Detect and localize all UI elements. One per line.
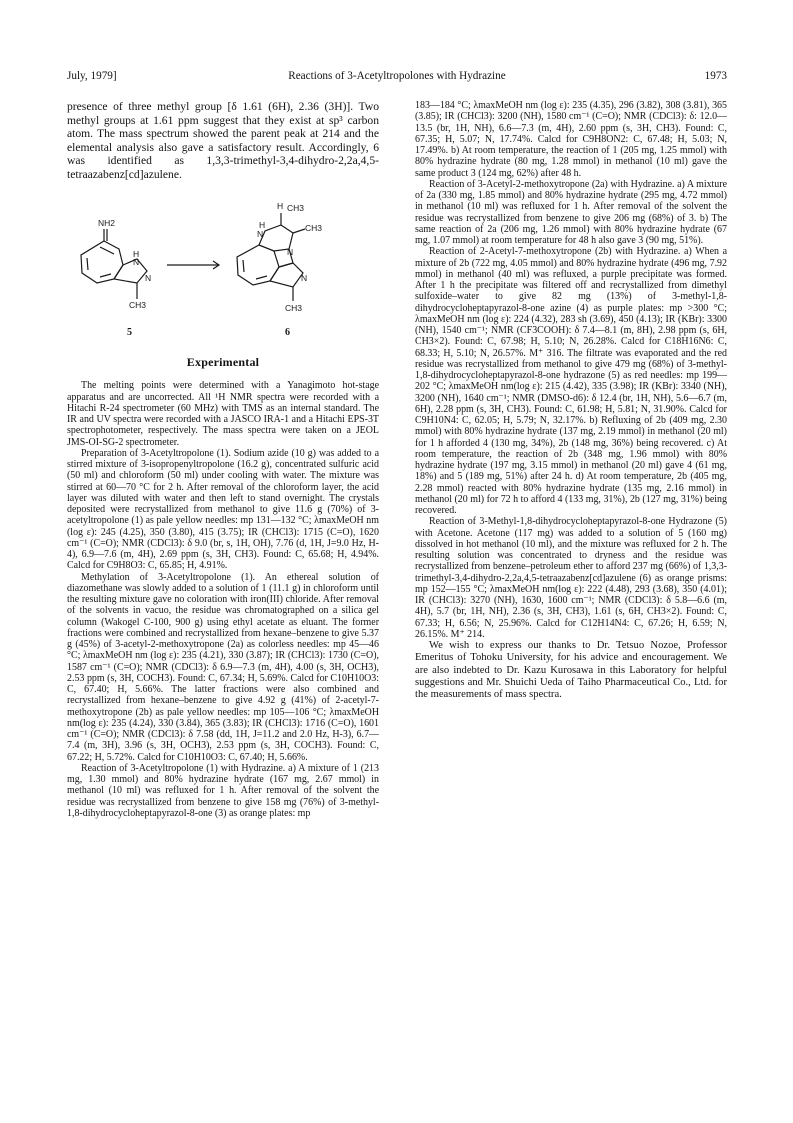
methods-paragraph: The melting points were determined with a Yanagimoto hot-stage apparatus and are uncorrected. All ¹H NMR spectra were recorded with a Hitachi R-24 spectrometer (60 MHz) with TMS as an internal standard. The IR and UV spectra were recorded with a JASCO IRA-1 and a Hitachi EPS-3T spectrophotometer, respectively. The mass spectra were taken on a JEOL JMS-OI-SG-2 spectrometer. <box>67 380 379 448</box>
n-label-6c: N <box>301 273 308 283</box>
pyrazole-ring-6 <box>270 263 303 287</box>
reaction-acetone-paragraph: Reaction of 3-Methyl-1,8-dihydrocycloheptapyrazol-8-one Hydrazone (5) with Acetone. Acetone (117 mg) was added to a solution of 5 (160 mg) dissolved in hot methanol (10 ml), and the mixture was refluxed for 2 h. The resulting solution was concentrated to dryness and the residue was recrystallized from benzene–petroleum ether to afford 237 mg (66%) of 1,3,3-trimethyl-3,4-dihydro-2,2a,4,5-tetraazabenz[cd]azulene (6) as orange prisms: mp 152—155 °C; λmaxMeOH nm(log ε): 222 (4.48), 293 (3.68), 350 (4.01); IR (CHCl3): 3270 (NH), 1630, 1600 cm⁻¹; NMR (CDCl3): δ 5.8—6.6 (m, 4H), 5.7 (br, 1H, NH), 2.36 (s, 3H, CH3), 1.61 (s, 6H, CH3×2). Found: C, 67.33; H, 6.56; N, 25.96%. Calcd for C12H14N4: C, 67.26; H, 6.59; N, 26.15%. M⁺ 214. <box>415 516 727 640</box>
ch3-label-6-right: CH3 <box>305 223 323 233</box>
inner-double-bonds-5 <box>100 247 114 254</box>
acknowledgement-paragraph: We wish to express our thanks to Dr. Tetsuo Nozoe, Professor Emeritus of Tohoku University, for his advice and encouragement. We are also indebted to Dr. Kazu Kurosawa in this Laboratory for helpful suggestions and Mr. Shuichi Ueda of Taiho Pharmaceutical Co., Ltd. for the measurements of mass spectra. <box>415 640 727 701</box>
h-label-5: H <box>133 249 140 259</box>
compound-6-label: 6 <box>285 327 290 338</box>
ch3-label-6-bottom: CH3 <box>285 303 303 313</box>
reaction-2b-paragraph: Reaction of 2-Acetyl-7-methoxytropone (2b) with Hydrazine. a) When a mixture of 2b (722 mg, 4.05 mmol) and 80% hydrazine hydrate (496 mg, 7.92 mmol) in methanol (40 ml) was refluxed, a purple precipitate was formed. After 1 h the precipitate was filtered off and recrystallized from dimethyl sulfoxide–water to give 82 mg (13%) of 3-methyl-1,8-dihydrocycloheptapyrazol-8-one azine (4) as purple plates: mp >300 °C; λmaxMeOH nm (log ε): 224 (4.32), 283 sh (3.69), 450 (4.13); IR (KBr): 3300 (NH), 1540 cm⁻¹; NMR (CF3COOH): δ 7.4—8.1 (m, 8H), 2.98 ppm (s, 6H, CH3×2). Found: C, 67.98; H, 5.10; N, 26.28%. Calcd for C18H16N6: C, 68.33; H, 5.10; N, 26.57%. M⁺ 316. The filtrate was evaporated and the red residue was recrystallized from methanol to give 479 mg (68%) of 3-methyl-1,8-dihydrocycloheptapyrazol-8-one hydrazone (5) as red needles: mp 199—202 °C; λmaxMeOH nm(log ε): 215 (4.42), 335 (3.98); IR (KBr): 3340 (NH), 3200 (NH), 1640 cm⁻¹; NMR (DMSO-d6): δ 12.4 (br, 1H, NH), 5.6—6.7 (m, 6H), 2.28 ppm (s, 3H, CH3). Found: C, 61.98; H, 5.81; N, 31.90%. Calcd for C9H10N4: C, 62.05; H, 5.79; N, 32.17%. b) Refluxing of 2b (409 mg, 2.30 mmol) with 80% hydrazine hydrate (137 mg, 2.19 mmol) in methanol (20 ml) for 1 h afforded 4 (130 mg, 34%), 2b (148 mg, 36%) being recovered. c) At room temperature, the reaction of 2b (348 mg, 1.96 mmol) with 80% hydrazine hydrate (197 mg, 3.15 mmol) in methanol (20 ml) gave 4 (61 mg, 18%) and 5 (189 mg, 51%) after 24 h. d) At room temperature, 2b (405 mg, 2.28 mmol) reacted with 80% hydrazine hydrate (135 mg, 2.16 mmol) in methanol (20 ml) for 72 h to afford 4 (133 mg, 31%), 2b (127 mg, 31%) being recovered. <box>415 246 727 516</box>
methylation-paragraph: Methylation of 3-Acetyltropolone (1). An ethereal solution of diazomethane was slowly added to a solution of 1 (11.1 g) in chloroform until the resulting mixture gave no coloration with iron(III) chloride. After removal of the solvents in vacuo, the residue was chromatographed on a silica gel column (Wakogel C-100, 900 g) using ethyl acetate as eluant. The former fractions were combined and recrystallized from hexane–benzene to give 5.37 g (45%) of 3-acetyl-2-methoxytropone (2a) as colorless needles: mp 45—46 °C; λmaxMeOH nm (log ε): 235 (4.21), 330 (3.87); IR (CHCl3): 1730 (C=O), 1587 cm⁻¹ (C=O); NMR (CDCl3): δ 6.9—7.3 (m, 4H), 4.00 (s, 3H, OCH3), 2.53 ppm (s, 3H, COCH3). Found: C, 67.34; H, 5.69%. Calcd for C10H10O3: C, 67.40; H, 5.66%. The latter fractions were also combined and recrystallized from hexane–benzene to give 4.92 g (41%) of 2-acetyl-7-methoxytropone (2b) as pale yellow needles: mp 105—106 °C; λmaxMeOH nm(log ε): 235 (4.24), 330 (3.84), 365 (3.83); IR (CHCl3): 1716 (C=O), 1601 cm⁻¹ (C=O); NMR (CDCl3): δ 7.58 (dd, 1H, J=11.2 and 2.0 Hz, H-3), 6.7—7.4 (m, 3H), 3.96 (s, 3H, OCH3), 2.53 ppm (s, 3H, COCH3). Found: C, 67.22; H, 5.72%. Calcd for C10H10O3: C, 67.40; H, 5.66%. <box>67 571 379 763</box>
n-label-6b: N <box>287 247 294 257</box>
header-date: July, 1979] <box>67 70 117 82</box>
n-label-5b: N <box>145 273 152 283</box>
continued-paragraph: 183—184 °C; λmaxMeOH nm (log ε): 235 (4.35), 296 (3.82), 308 (3.81), 365 (3.85); IR (CHCl3): 3200 (NH), 1580 cm⁻¹ (C=O); NMR (CDCl3): δ: 12.0—13.5 (br, 1H, NH), 6.6—7.3 (m, 4H), 2.60 ppm (s, 3H, CH3). Found: C, 67.35; H, 5.07; N, 17.74%. Calcd for C9H8ON2: C, 67.48; H, 5.03; N, 17.49%. b) At room temperature, the reaction of 1 (205 mg, 1.25 mmol) with 80% hydrazine hydrate (80 mg, 1.28 mmol) in methanol (10 ml) gave the same product 3 (124 mg, 62%) after 48 h. <box>415 100 727 179</box>
experimental-heading: Experimental <box>186 355 260 369</box>
reaction-scheme-diagram <box>67 185 379 351</box>
nh2-label: NH2 <box>98 218 116 228</box>
n-label-6a: N <box>257 229 264 239</box>
ch3-label-5: CH3 <box>129 300 147 310</box>
reaction-1-paragraph: Reaction of 3-Acetyltropolone (1) with Hydrazine. a) A mixture of 1 (213 mg, 1.30 mmol) and 80% hydrazine hydrate (167 mg, 2.67 mmol) in methanol (10 ml) was refluxed for 1 h. After removal of the solvent the residue was recrystallized from benzene to give 158 mg (76%) of 3-methyl-1,8-dihydrocycloheptapyrazol-8-one (3) as orange plates: mp <box>67 762 379 819</box>
compound-5-label: 5 <box>127 327 132 338</box>
header-page-number: 1973 <box>704 70 727 82</box>
pyrazole-ring-5 <box>114 259 147 283</box>
intro-paragraph: presence of three methyl group [δ 1.61 (6H), 2.36 (3H)]. Two methyl groups at 1.61 ppm suggest that they exist at sp³ carbon atom. The mass spectrum showed the parent peak at 214 and the elemental analysis also gave a satisfactory result. Accordingly, 6 was identified as 1,3,3-trimethyl-3,4-dihydro-2,2a,4,5-tetraazabenz[cd]azulene. <box>67 100 379 181</box>
preparation-paragraph: Preparation of 3-Acetyltropolone (1). Sodium azide (10 g) was added to a stirred mixture of 3-isopropenyltropolone (16.2 g), concentrated sulfuric acid (50 ml) and chloroform (50 ml) under cooling with water. The mixture was stirred at 60—70 °C for 2 h. After removal of the chloroform layer, the acid layer was diluted with water and then left to stand overnight. The crystals deposited were recrystallized from methanol to give 11.6 g (70%) of 3-acetyltropolone (1) as pale yellow needles: mp 131—132 °C; λmaxMeOH nm (log ε): 245 (4.25), 350 (3.80), 415 (3.75); IR (CHCl3): 1715 (C=O), 1620 cm⁻¹ (C=O); NMR (CDCl3): δ 9.0 (br, s, 1H, OH), 7.76 (d, 1H, J=9.0 Hz, H-4), 6.9—7.6 (m, 4H), 2.69 ppm (s, 3H, CH3). Found: C, 65.68; H, 4.94%. Calcd for C9H8O3: C, 65.85; H, 4.91%. <box>67 447 379 572</box>
running-header <box>67 70 727 86</box>
right-column <box>415 100 727 701</box>
h-label-6: H <box>259 220 266 230</box>
reaction-2a-paragraph: Reaction of 3-Acetyl-2-methoxytropone (2a) with Hydrazine. a) A mixture of 2a (330 mg, 1.85 mmol) and 80% hydrazine hydrate (295 mg, 4.72 mmol) in methanol (10 ml) was refluxed for 1 h. After removal of the solvent the residue was recrystallized from benzene to give 206 mg (68%) of 3. b) The same reaction of 2a (206 mg, 1.26 mmol) with 80% hydrazine hydrate (67 mg, 1.07 mmol) at room temperature for 48 h also gave 3 (90 mg, 51%). <box>415 178 727 246</box>
n-label-5a: N <box>133 257 140 267</box>
left-column <box>67 100 379 819</box>
ch3-label-6-top: CH3 <box>287 203 305 213</box>
h-label-6-top: H <box>277 201 284 211</box>
header-title: Reactions of 3-Acetyltropolones with Hydrazine <box>288 70 506 82</box>
structure-scheme <box>67 185 379 351</box>
